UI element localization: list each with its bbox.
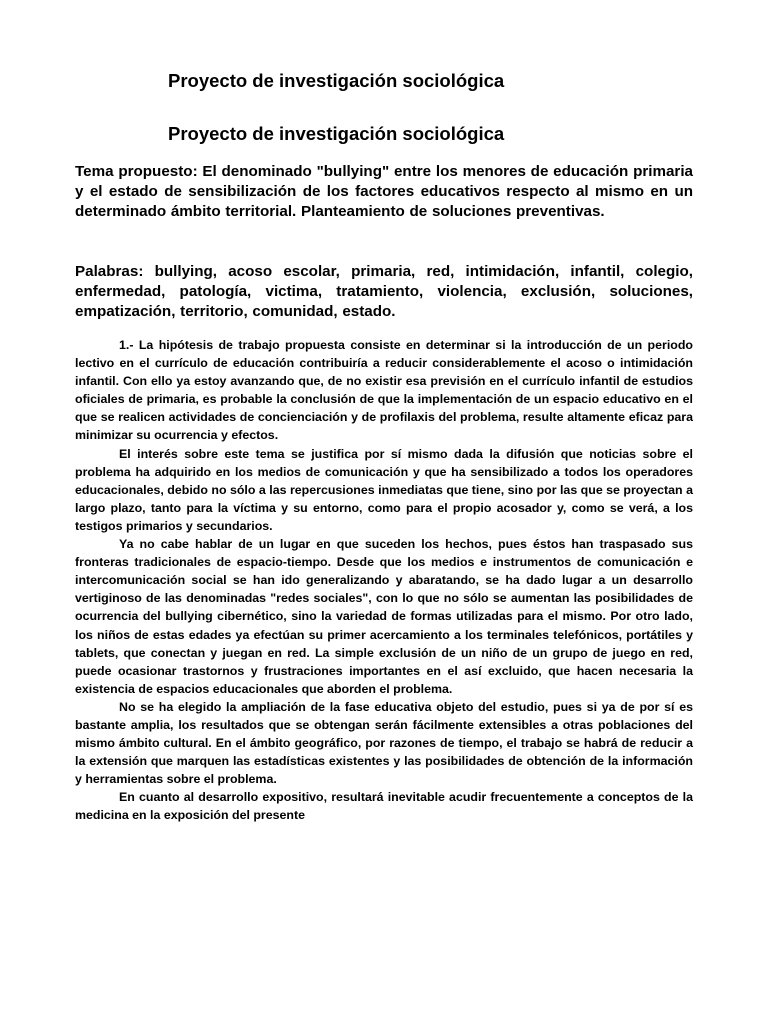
paragraph-place: Ya no cabe hablar de un lugar en que suceden los hechos, pues éstos han traspasado sus fronteras tradicionales de espacio-tiempo. Desde que los medios e instrumentos de comunicación e intercomunicación social se han ido generalizando y abaratando, se ha dado lugar a un desarrollo vertiginoso de las denominadas "redes sociales", con lo que no sólo se aumentan las posibilidades de ocurrencia del bullying cibernético, sino la variedad de formas utilizadas para el mismo. Por otro lado, los niños de estas edades ya efectúan su primer acercamiento a los terminales telefónicos, portátiles y tablets, que conectan y juegan en red. La simple exclusión de un niño de un grupo de juego en red, puede ocasionar trastornos y frustraciones importantes en el así excluido, que hacen necesaria la existencia de espacios educacionales que aborden el problema. [75,537,693,696]
document-title: Proyecto de investigación sociológica [168,70,505,91]
body-text [75,336,693,825]
paragraph-interest: El interés sobre este tema se justifica por sí mismo dada la difusión que noticias sobre el problema ha adquirido en los medios de comunicación y que ha sensibilizado a todos los operadores educacionales, debido no sólo a las repercusiones inmediatas que tiene, sino por las que se proyectan a largo plazo, tanto para la víctima y su entorno, como para el propio acosador y, como se verá, a los testigos primarios y secundarios. [75,446,693,533]
proposed-topic: Tema propuesto: El denominado "bullying" entre los menores de educación primaria y el estado de sensibilización de los factores educativos respecto al mismo en un determinado ámbito territorial. Planteamiento de soluciones preventivas. [75,163,693,220]
paragraph-scope: No se ha elegido la ampliación de la fase educativa objeto del estudio, pues si ya de por sí es bastante amplia, los resultados que se obtengan serán fácilmente extensibles a otras poblaciones del mismo ámbito cultural. En el ámbito geográfico, por razones de tiempo, el trabajo se habrá de reducir a la extensión que marquen las estadísticas existentes y las posibilidades de obtención de la información y herramientas sobre el problema. [75,699,693,787]
paragraph-development: En cuanto al desarrollo expositivo, resultará inevitable acudir frecuentemente a conceptos de la medicina en la exposición del presente [75,790,693,823]
keywords: Palabras: bullying, acoso escolar, primaria, red, intimidación, infantil, colegio, enfermedad, patología, victima, tratamiento, violencia, exclusión, soluciones, empatización, territorio, comunidad, estado. [75,263,693,320]
document-subtitle: Proyecto de investigación sociológica [168,123,505,144]
paragraph-hypothesis: 1.- La hipótesis de trabajo propuesta consiste en determinar si la introducción de un periodo lectivo en el currículo de educación contribuiría a reducir considerablemente el acoso o intimidación infantil. Con ello ya estoy avanzando que, de no existir esa previsión en el currículo infantil de estudios oficiales de primaria, es probable la conclusión de que la implementación de un espacio educativo en el que se realicen actividades de concienciación y de profilaxis del problema, resulte altamente eficaz para minimizar su ocurrencia y efectos. [75,338,693,443]
